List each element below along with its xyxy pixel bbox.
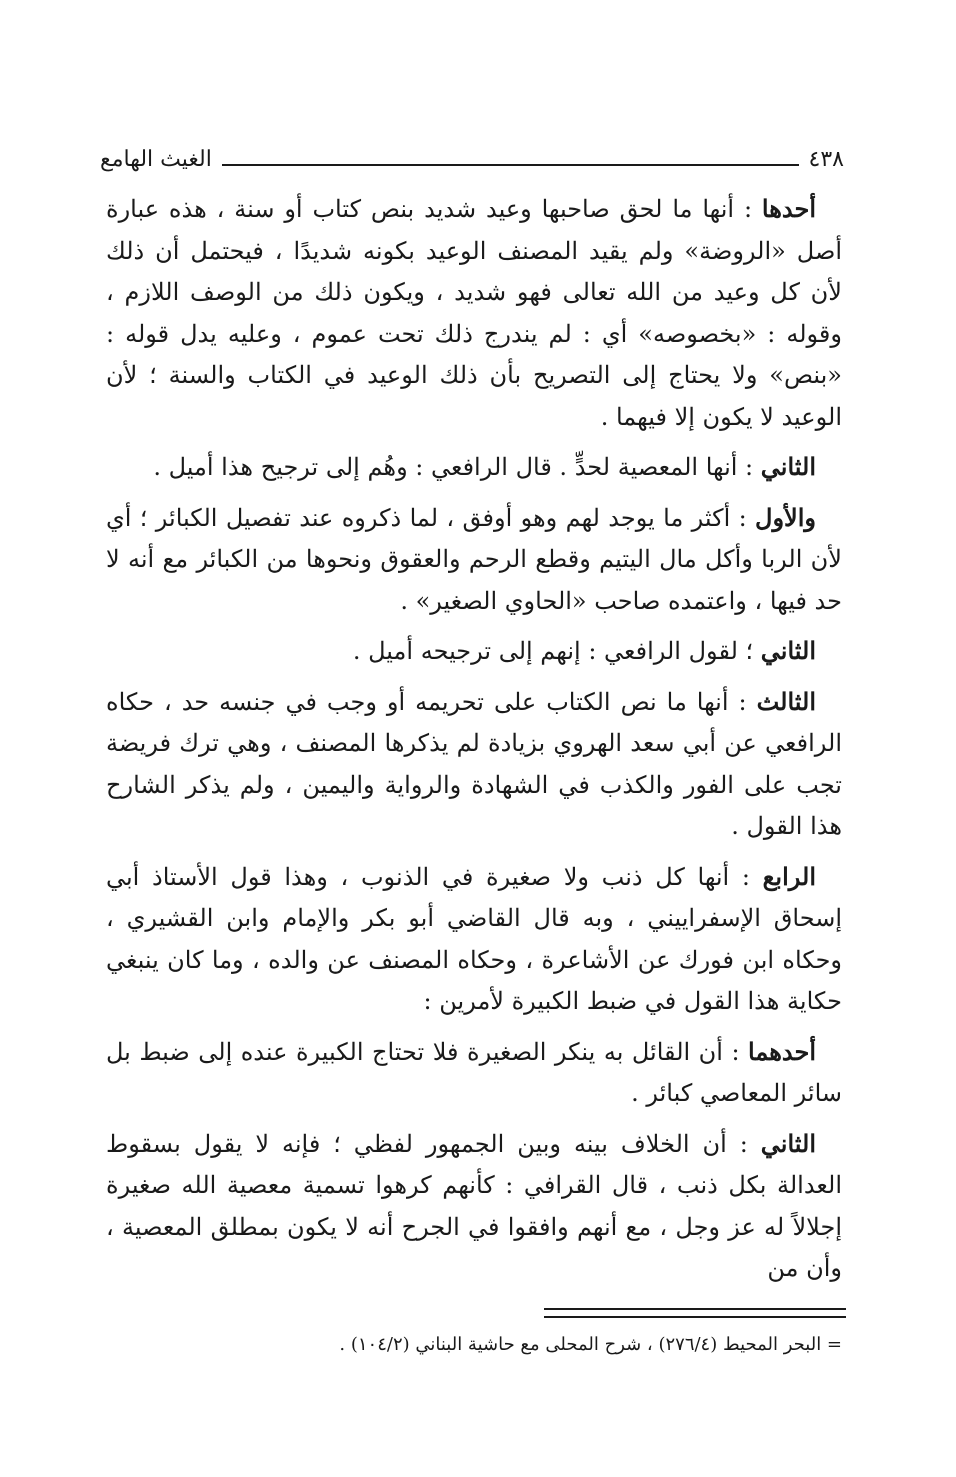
paragraph bbox=[106, 681, 842, 848]
paragraph-text: ؛ لقول الرافعي : إنهم إلى ترجيحه أميل . bbox=[352, 637, 761, 665]
paragraph bbox=[106, 1031, 842, 1115]
paragraph-text: : أنها ما لحق صاحبها وعيد شديد بنص كتاب أو سنة ، هذه عبارة أصل «الروضة» ولم يقيد المصنف الوعيد بكونه شديدًا ، فيحتمل أن ذلك لأن كل وعيد من الله تعالى فهو شديد ، ويكون ذلك من الوصف اللازم ، وقوله : «بخصوصه» أي : لم يندرج ذلك تحت عموم ، وعليه يدل قوله : «بنص» ولا يحتاج إلى التصريح بأن ذلك الوعيد في الكتاب والسنة ؛ لأن الوعيد لا يكون إلا فيهما . bbox=[106, 195, 842, 431]
paragraph bbox=[106, 446, 842, 489]
paragraph bbox=[106, 856, 842, 1023]
paragraph bbox=[106, 1123, 842, 1290]
paragraph-text: : أنها ما نص الكتاب على تحريمه أو وجب في جنسه حد ، حكاه الرافعي عن أبي سعد الهروي بزيادة لم يذكرها المصنف ، وهي ترك فريضة تجب على الفور والكذب في الشهادة والرواية واليمين ، ولم يذكر الشارح هذا القول . bbox=[106, 687, 842, 840]
paragraph-lead: الثاني bbox=[760, 1128, 816, 1158]
paragraph-text: : أنها كل ذنب ولا صغيرة في الذنوب ، وهذا قول الأستاذ أبي إسحاق الإسفراييني ، وبه قال القاضي أبو بكر والإمام وابن القشيري ، وحكاه ابن فورك عن الأشاعرة ، وحكاه المصنف عن والده ، وما كان ينبغي حكاية هذا القول في ضبط الكبيرة لأمرين : bbox=[106, 862, 843, 1015]
paragraph bbox=[106, 497, 842, 623]
paragraph-text: : أن الخلاف بينه وبين الجمهور لفظي ؛ فإنه لا يقول بسقوط العدالة بكل ذنب ، قال القرافي : كأنهم كرهوا تسمية معصية الله صغيرة إجلالاً له عز وجل ، مع أنهم وافقوا في الجرح أنه لا يكون بمطلق المعصية ، وأن من bbox=[106, 1129, 842, 1282]
paragraph-lead: الرابع bbox=[762, 861, 816, 891]
paragraph-text: : أنها المعصية لحدٍّ . قال الرافعي : وهُم إلى ترجيح هذا أميل . bbox=[153, 453, 761, 481]
paragraph-text: : أن القائل به ينكر الصغيرة فلا تحتاج الكبيرة عنده إلى ضبط بل سائر المعاصي كبائر . bbox=[106, 1037, 842, 1107]
paragraph bbox=[106, 188, 842, 438]
paragraph-lead: الثاني bbox=[760, 636, 816, 665]
paragraph-lead: الثالث bbox=[756, 686, 816, 716]
paragraph-lead: أحدها bbox=[761, 194, 816, 223]
running-title: الغيث الهامع bbox=[100, 147, 212, 172]
paragraph bbox=[106, 630, 842, 673]
footnote-separator bbox=[544, 1308, 846, 1318]
footnote: = البحر المحيط (٢٧٦/٤) ، شرح المحلى مع حاشية البناني (١٠٤/٢) . bbox=[339, 1334, 842, 1355]
paragraph-lead: الثاني bbox=[760, 452, 816, 481]
header-rule bbox=[222, 164, 799, 166]
paragraph-lead: والأول bbox=[755, 502, 816, 532]
paragraph-text: : أكثر ما يوجد لهم وهو أوفق ، لما ذكروه عند تفصيل الكبائر ؛ أي لأن الربا وأكل مال اليتيم وقطع الرحم والعقوق ونحوها من الكبائر مع أنه لا حد فيها ، واعتمده صاحب «الحاوي الصغير» . bbox=[106, 503, 842, 615]
main-text bbox=[106, 188, 842, 1298]
paragraph-lead: أحدهما bbox=[748, 1036, 816, 1066]
page-number: ٤٣٨ bbox=[808, 147, 844, 172]
page-header bbox=[100, 138, 844, 172]
